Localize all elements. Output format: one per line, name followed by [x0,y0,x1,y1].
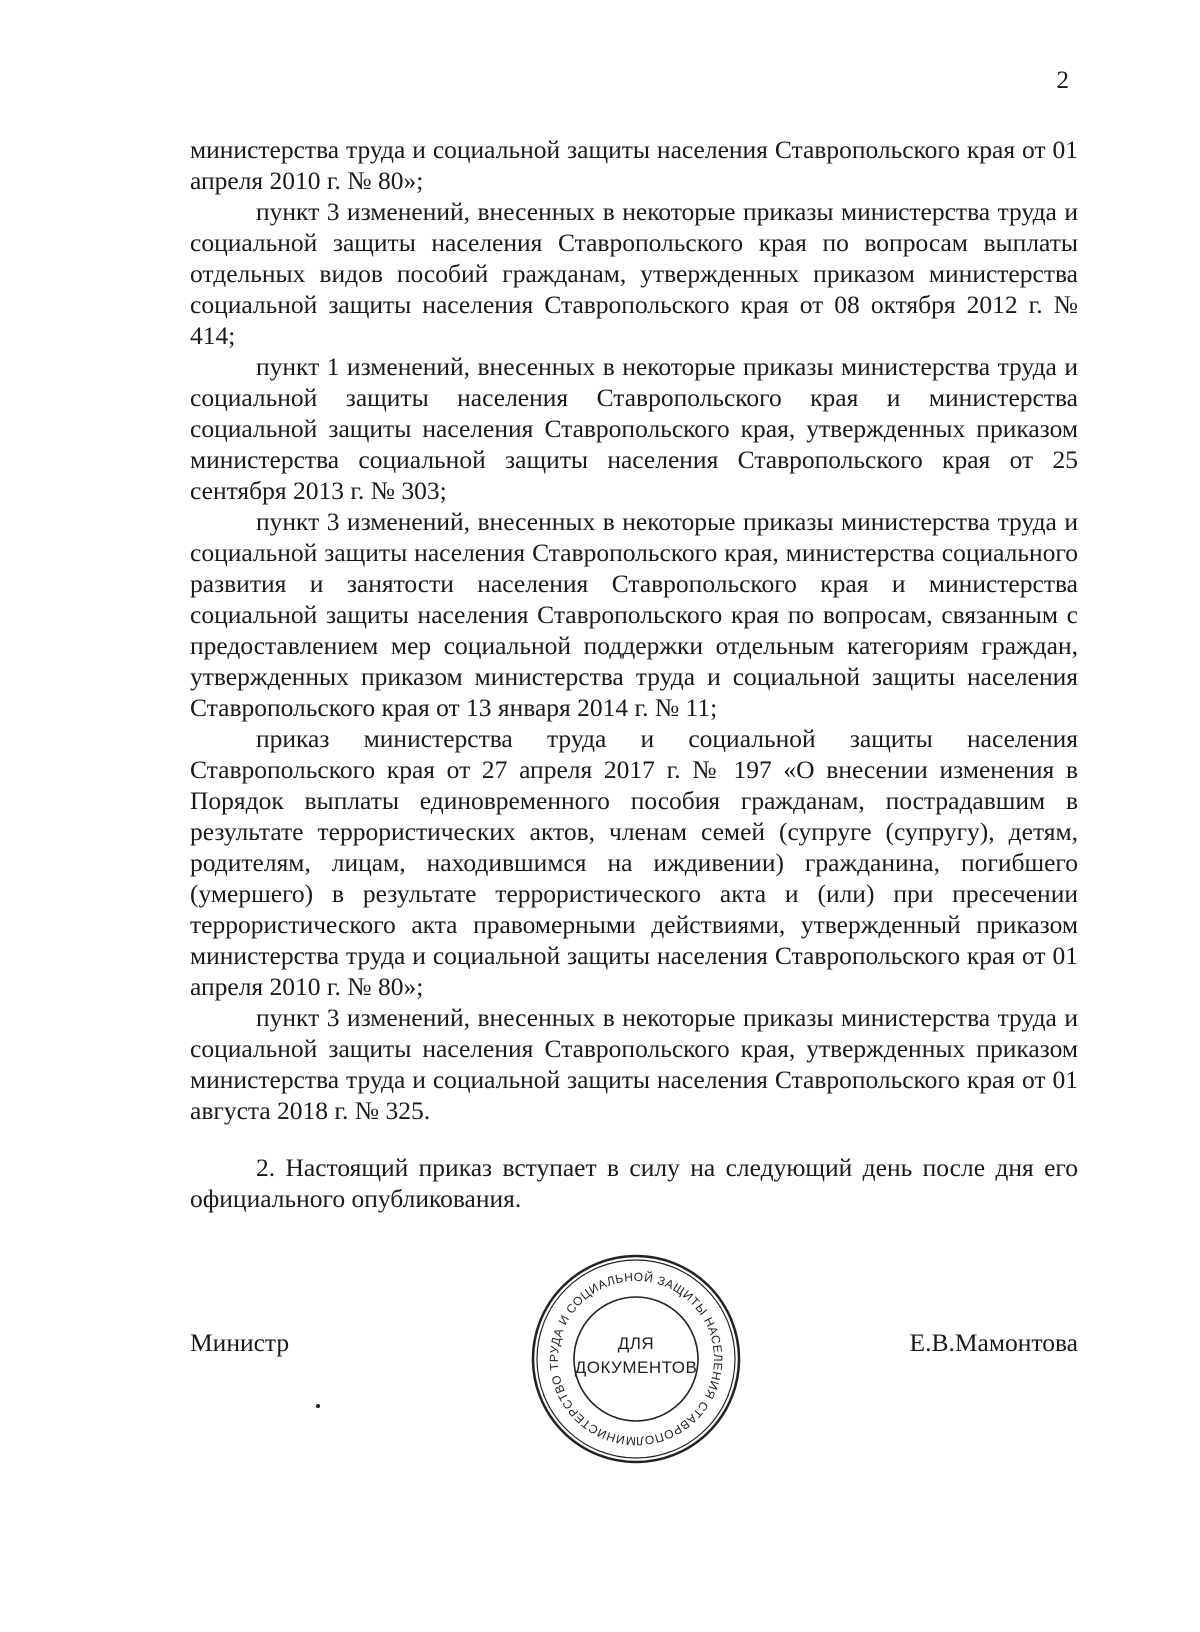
page-number: 2 [1056,67,1069,94]
paragraph-item: приказ министерства труда и социальной защиты населения Ставропольского края от 27 апреля 2017 г. № 197 «О внесении изменения в Порядок выплаты единовременного пособия гражданам, пострадавшим в результате террористических актов, членам семей (супруге (супругу), детям, родителям, лицам, находившимся на иждивении) гражданина, погибшего (умершего) в результате террористического акта и (или) при пресечении террористического акта правомерными действиями, утвержденный приказом министерства труда и социальной защиты населения Ставропольского края от 01 апреля 2010 г. № 80»; [190,724,1078,1001]
paragraph-continuation: министерства труда и социальной защиты населения Ставропольского края от 01 апреля 2010 г. № 80»; [190,135,1078,195]
stray-ink-dot [316,1404,320,1408]
signatory-name: Е.В.Мамонтова [909,1328,1078,1357]
official-seal [527,1250,745,1468]
document-body [190,134,1078,1214]
clause-2-paragraph: 2. Настоящий приказ вступает в силу на следующий день после дня его официального опубликования. [190,1153,1078,1213]
seal-ring-text: МИНИСТЕРСТВО ТРУДА И СОЦИАЛЬНОЙ ЗАЩИТЫ НАСЕЛЕНИЯ СТАВРОПОЛ [546,1269,726,1449]
seal-center-text [527,1332,745,1380]
paragraph-item: пункт 1 изменений, внесенных в некоторые приказы министерства труда и социальной защиты населения Ставропольского края и министерства социальной защиты населения Ставропольского края, утвержденных приказом министерства социальной защиты населения Ставропольского края от 25 сентября 2013 г. № 303; [190,352,1078,505]
paragraph-item: пункт 3 изменений, внесенных в некоторые приказы министерства труда и социальной защиты населения Ставропольского края, утвержденных приказом министерства труда и социальной защиты населения Ставропольского края от 01 августа 2018 г. № 325. [190,1003,1078,1125]
seal-center-line: ДОКУМЕНТОВ [574,1358,698,1377]
paragraph-item: пункт 3 изменений, внесенных в некоторые приказы министерства труда и социальной защиты населения Ставропольского края по вопросам выплаты отдельных видов пособий гражданам, утвержденных приказом министерства социальной защиты населения Ставропольского края от 08 октября 2012 г. № 414; [190,197,1078,350]
signatory-position: Министр [190,1328,290,1357]
paragraph-item: пункт 3 изменений, внесенных в некоторые приказы министерства труда и социальной защиты населения Ставропольского края, министерства социального развития и занятости населения Ставропольского края и министерства социальной защиты населения Ставропольского края по вопросам, связанным с предоставлением мер социальной поддержки отдельным категориям граждан, утвержденных приказом министерства труда и социальной защиты населения Ставропольского края от 13 января 2014 г. № 11; [190,507,1078,722]
seal-center-line: ДЛЯ [617,1334,655,1353]
